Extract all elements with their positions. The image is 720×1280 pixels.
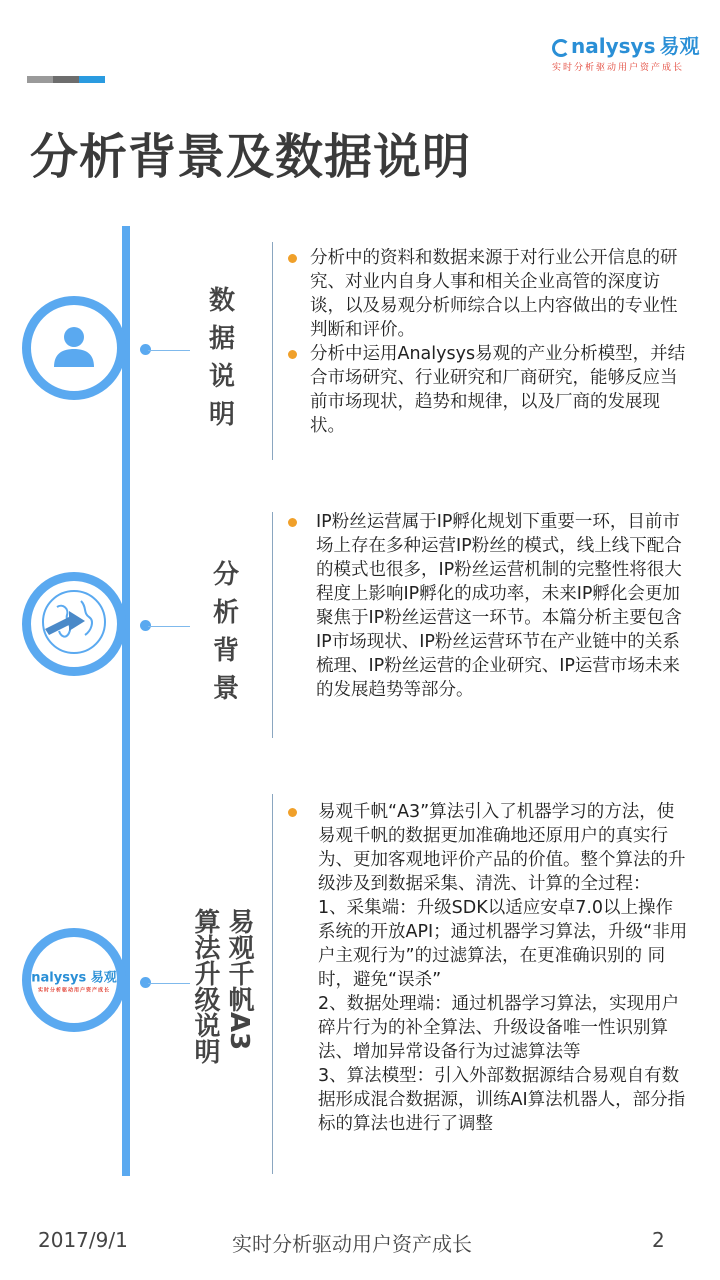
footer-date: 2017/9/1 — [38, 1228, 128, 1252]
section3-rule — [272, 794, 273, 1174]
page-number: 2 — [652, 1228, 665, 1252]
section3-label-col1: 易观千帆A3 — [224, 908, 254, 1051]
section2-connector — [148, 626, 190, 627]
section1-label: 数 据 说 明 — [208, 286, 235, 430]
section1-content — [288, 246, 690, 438]
logo-a-icon — [552, 39, 570, 57]
section3-circle — [22, 928, 126, 1032]
accent-bar-gray-dark — [53, 76, 79, 83]
list-item: 2、数据处理端：通过机器学习算法，实现用户碎片行为的补全算法、升级设备唯一性识别算法、增加异常设备行为过滤算法等 — [318, 994, 680, 1062]
section2-circle — [22, 572, 126, 676]
bullet-icon — [288, 350, 297, 359]
logo-brand: nalysys 易观 — [552, 30, 702, 59]
logo-slogan: 实时分析驱动用户资产成长 — [552, 63, 685, 73]
accent-bar — [27, 76, 105, 83]
list-item: 易观千帆“A3”算法引入了机器学习的方法，使易观千帆的数据更加准确地还原用户的真实行为、更加客观地评价产品的价值。整个算法的升级涉及到数据采集、清洗、计算的全过程： — [288, 800, 690, 896]
page-title: 分析背景及数据说明 — [30, 129, 472, 185]
section1-connector — [148, 350, 190, 351]
section2-rule — [272, 512, 273, 738]
footer-slogan: 实时分析驱动用户资产成长 — [232, 1232, 472, 1256]
section3-content — [288, 800, 690, 1136]
list-item: 分析中运用Analysys易观的产业分析模型，并结合市场研究、行业研究和厂商研究，能够反应当前市场现状，趋势和规律，以及厂商的发展现状。 — [288, 342, 690, 438]
analysys-logo-icon: nalysys 易观 实时分析驱动用户资产成长 — [31, 970, 117, 994]
bullet-icon — [288, 808, 297, 817]
section1-circle — [22, 296, 126, 400]
section3-label-col2: 算法升级说明 — [190, 908, 220, 1064]
user-icon — [51, 323, 97, 373]
accent-bar-gray-light — [27, 76, 53, 83]
list-item: 1、采集端：升级SDK以适应安卓7.0以上操作系统的开放API；通过机器学习算法，升级“非用户主观行为”的过滤算法，在更准确识别的 同时，避免“误杀” — [318, 898, 688, 990]
list-item: 分析中的资料和数据来源于对行业公开信息的研究、对业内自身人事和相关企业高管的深度访谈，以及易观分析师综合以上内容做出的专业性判断和评价。 — [288, 246, 690, 342]
section2-content — [288, 510, 690, 702]
bullet-icon — [288, 254, 297, 263]
section1-rule — [272, 242, 273, 460]
accent-bar-blue — [79, 76, 105, 83]
list-item: IP粉丝运营属于IP孵化规划下重要一环，目前市场上存在多种运营IP粉丝的模式，线上线下配合的模式也很多，IP粉丝运营机制的完整性将很大程度上影响IP孵化的成功率，未来IP孵化会更加聚焦于IP粉丝运营这一环节。本篇分析主要包含IP市场现状、IP粉丝运营环节在产业链中的关系梳理、IP粉丝运营的企业研究、IP运营市场未来的发展趋势等部分。 — [288, 510, 690, 702]
analysys-logo — [552, 30, 702, 73]
globe-arrow-icon — [39, 587, 109, 661]
section3-connector — [148, 983, 190, 984]
list-item: 3、算法模型：引入外部数据源结合易观自有数据形成混合数据源，训练AI算法机器人，部分指标的算法也进行了调整 — [318, 1066, 686, 1134]
timeline-line — [122, 226, 130, 1176]
section2-label: 分 析 背 景 — [212, 560, 239, 704]
bullet-icon — [288, 518, 297, 527]
